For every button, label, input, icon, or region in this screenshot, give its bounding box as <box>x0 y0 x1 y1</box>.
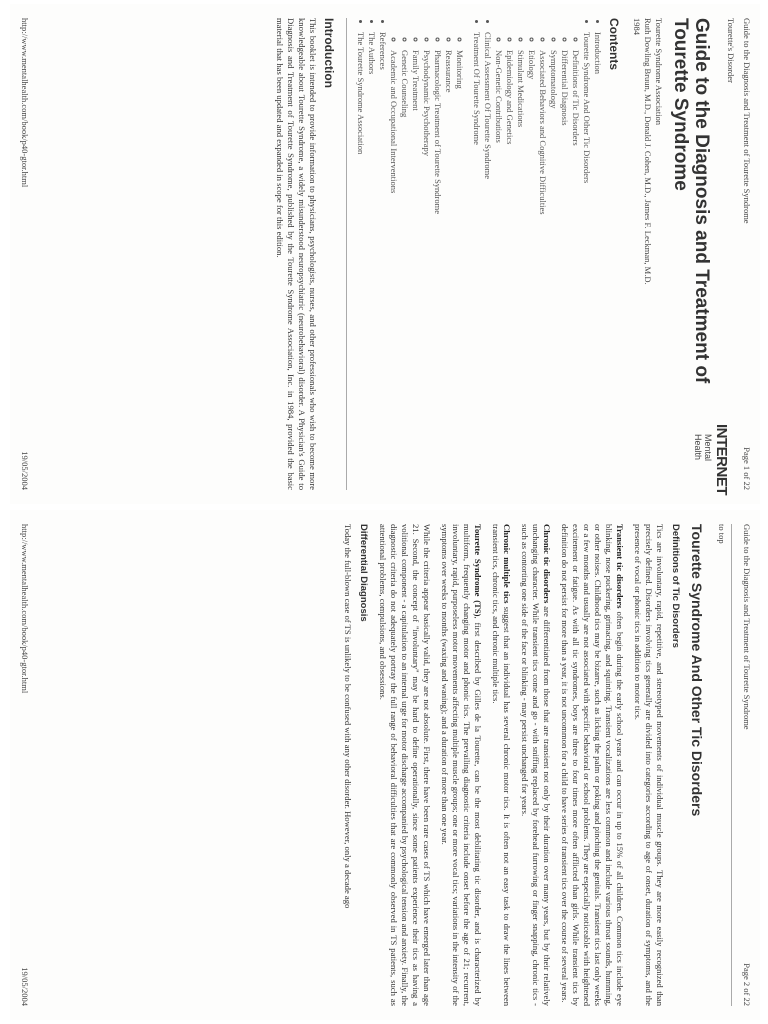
internet-mental-health-logo <box>668 424 730 495</box>
toc-link-monitoring[interactable]: ◦ Monitoring <box>454 50 465 490</box>
header-page-number: Page 1 of 22 <box>742 447 752 490</box>
toc-link-label[interactable]: Treatment Of Tourette Syndrome <box>472 32 482 145</box>
toc-link-stimulant-medications[interactable]: ◦ Stimulant Medications <box>515 50 526 490</box>
toc-link-clinical-assessment[interactable]: • Clinical Assessment Of Tourette Syndrome <box>482 32 493 490</box>
document-page-1 <box>10 4 760 504</box>
spacer <box>465 32 471 490</box>
subheader: Tourette's Disorder <box>726 18 736 83</box>
footer-url: http://www.mentalhealth.com/book/p40-gtor.html <box>20 18 30 188</box>
toc-link-label[interactable]: Tourette Syndrome And Other Tic Disorders <box>582 32 592 184</box>
criteria-paragraph: While the criteria appear basically valid, they are not absolute. First, there have been rare cases of TS which have emerged later than age 21. Second, the concept of "involuntary" may be hard to define operationally, since some patients experience their tics as having a volitional component - a capitulation to an internal urge for motor discharge accompanied by psychological tension and anxiety. Finally, the diagnostic criteria do not adequately portray the full range of behavioral difficulties that are commonly observed in TS patients, such as attentional problems, compulsions, and obsessions. <box>378 524 432 1006</box>
section-heading: Tourette Syndrome And Other Tic Disorders <box>689 524 705 817</box>
toc-link-non-genetic[interactable]: ◦ Non-Genetic Contributions <box>493 50 504 490</box>
toc-link-references[interactable]: • References <box>377 32 388 490</box>
toc-link-introduction[interactable]: • Introduction <box>592 32 603 490</box>
footer-date: 19/05/2004 <box>20 967 30 1006</box>
introduction-heading: Introduction <box>322 18 336 88</box>
term-tourette-syndrome: Tourette Syndrome (TS) <box>473 524 483 617</box>
header-page-number: Page 2 of 22 <box>742 963 752 1006</box>
toc-sublist-tourette <box>493 32 581 490</box>
tourette-syndrome-paragraph <box>439 524 483 1006</box>
footer-date: 19/05/2004 <box>20 451 30 490</box>
page-footer <box>20 524 30 1006</box>
authors-organization: Tourette Syndrome Association <box>654 18 664 126</box>
transient-tic-paragraph <box>559 524 625 1006</box>
chronic-text: are differentiated from those that are transient not only by their duration over many years, but by their relatively unchanging character. While transient tics come and go - with sniffing replaced by forehead furrowing or finger snapping, chronic tics - such as contorting one side of the face or blinking - may persist unchanged for years. <box>520 524 552 1006</box>
contents-heading: Contents <box>607 18 621 70</box>
document-page-2 <box>10 510 760 1020</box>
logo-text-mental-health: Mental Health <box>693 434 713 462</box>
transient-text: often begin during the early school years and can occur in up to 15% of all children. Common tics include eye blinking, nose puckering, grimacing, and squinting. Transient vocalizations are less common and include various throat sounds, humming, or other noises. Childhood tics may be bizarre, such as licking the palm or poking and pinching the genitals. Transient tics last only weeks or a few months and usually are not associated with specific behavioral or school problems. They are especially noticeable with heightened excitement or fatigue. As with all tic syndromes, boys are three to four times more often afflicted than girls. While transient tics by definition do not persist for more than a year, it is not uncommon for a child to have series of transient tics over the course of several years. <box>560 524 625 1006</box>
header-title: Guide to the Diagnosis and Treatment of Tourette Syndrome <box>742 18 752 224</box>
header-divider <box>731 524 732 1006</box>
chronic-multiple-paragraph <box>490 524 512 1006</box>
footer-url: http://www.mentalhealth.com/book/p40-gtor.html <box>20 524 30 694</box>
page-header <box>742 18 752 490</box>
document-title: Guide to the Diagnosis and Treatment of Tourette Syndrome <box>670 18 712 384</box>
toc-link-etiology[interactable]: ◦ Etiology <box>526 50 537 490</box>
toc-link-genetic-counseling[interactable]: ◦ Genetic Counseling <box>399 50 410 490</box>
toc-link-association[interactable]: • The Tourette Syndrome Association <box>355 32 366 490</box>
differential-diagnosis-heading: Differential Diagnosis <box>358 524 369 622</box>
authors-names: Ruth Dowling Bruun, M.D., Donald J. Cohen, M.D., James F. Leckman, M.D. <box>643 18 653 285</box>
term-transient: Transient tic disorders <box>615 524 625 609</box>
toc-link-academic[interactable]: ◦ Academic and Occupational Interventions <box>388 50 399 490</box>
page-header <box>742 524 752 1006</box>
introduction-paragraph: This booklet is intended to provide information to physicians, psychologists, nurses, and other professionals who wish to become more knowledgeable about Tourette Syndrome, a widely misunderstood neuropsychiatric (neurobehavioral) disorder. A Physician's Guide to Diagnosis and Treatment of Tourette Syndrome, published by the Tourette Syndrome Association, Inc. in 1984, provided the basic material that has been updated and expanded in scope for this edition. <box>275 18 318 490</box>
toc-link-symptomatology[interactable]: ◦ Symptomatology <box>548 50 559 490</box>
differential-paragraph: Today the full-blown case of TS is unlikely to be confused with any other disorder. However, only a decade ago <box>343 524 353 909</box>
toc-link-definitions[interactable]: ◦ Definitions of Tic Disorders <box>570 50 581 490</box>
section-divider <box>346 18 347 490</box>
header-title: Guide to the Diagnosis and Treatment of Tourette Syndrome <box>742 524 752 730</box>
toc-sublist-treatment <box>388 32 465 490</box>
toc-link-pharmacologic[interactable]: ◦ Pharmacologic Treatment of Tourette Syndrome <box>432 50 443 490</box>
logo-text-internet: INTERNET <box>713 424 730 495</box>
page-footer <box>20 18 30 490</box>
table-of-contents <box>355 18 603 490</box>
definitions-heading: Definitions of Tic Disorders <box>670 524 681 648</box>
tics-intro-paragraph: Tics are involuntary, rapid, repetitive, and stereotyped movements of individual muscle groups. They are more easily recognized than precisely defined. Disorders involving tics generally are divided into categories according to age of onset, duration of symptoms, and the presence of vocal or phonic tics in addition to motor tics. <box>633 524 665 1006</box>
chronic-tic-paragraph <box>519 524 552 1006</box>
to-top-link[interactable]: to top <box>717 524 727 544</box>
toc-link-treatment[interactable] <box>388 32 482 490</box>
authors-year: 1984 <box>632 18 642 35</box>
term-chronic-multiple: Chronic multiple tics <box>502 524 512 604</box>
tourette-syndrome-text: , first described by Gilles de la Tourette, can be the most debilitating tic disorder, and is characterized by multiform, frequently changing motor and phonic tics. The prevailing diagnostic criteria include onset before the age of 21; recurrent, involuntary, rapid, purposeless motor movements affecting multiple muscle groups; one or more vocal tics; variations in the intensity of the symptoms over weeks to months (waxing and waning); and a duration of more than one year. <box>440 524 483 1006</box>
toc-link-epidemiology[interactable]: ◦ Epidemiology and Genetics <box>504 50 515 490</box>
toc-link-associated-behaviors[interactable]: ◦ Associated Behaviors and Cognitive Difficulties <box>537 50 548 490</box>
toc-link-tourette-syndrome[interactable] <box>493 32 592 490</box>
toc-link-authors[interactable]: • The Authors <box>366 32 377 490</box>
term-chronic: Chronic tic disorders <box>542 524 552 604</box>
toc-link-family-treatment[interactable]: ◦ Family Treatment <box>410 50 421 490</box>
chronic-multiple-text: suggest that an individual has several chronic motor tics. It is often not an easy task to draw the lines between transient tics, chronic tics, and chronic multiple tics. <box>491 524 512 1007</box>
toc-link-reassurance[interactable]: ◦ Reassurance <box>443 50 454 490</box>
toc-link-differential-diagnosis[interactable]: ◦ Differential Diagnosis <box>559 50 570 490</box>
toc-link-psychotherapy[interactable]: ◦ Psychodynamic Psychotherapy <box>421 50 432 490</box>
authors-block <box>631 18 664 438</box>
